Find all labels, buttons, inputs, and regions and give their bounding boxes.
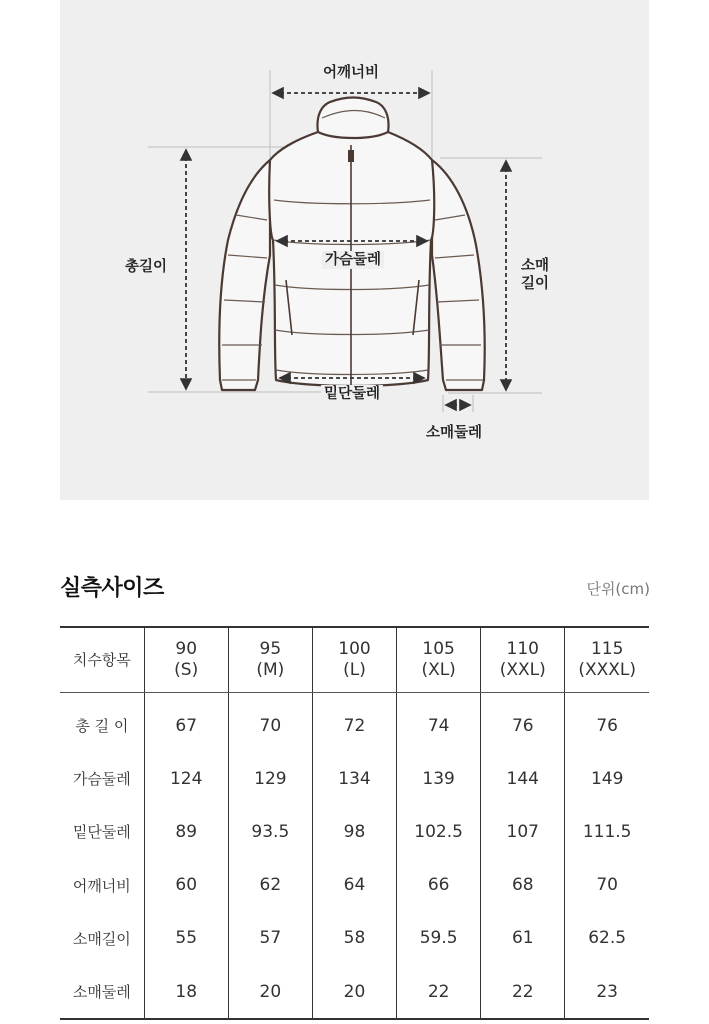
table-row-hem <box>60 805 649 858</box>
table-cell: 89 <box>144 805 228 858</box>
table-row-chest <box>60 752 649 805</box>
header-size-100 <box>312 627 396 693</box>
table-cell: 129 <box>228 752 312 805</box>
table-row-sleeve-length <box>60 912 649 965</box>
table-cell: 70 <box>565 859 649 912</box>
table-cell: 67 <box>144 693 228 753</box>
table-header-row <box>60 627 649 693</box>
row-label: 가슴둘레 <box>72 770 131 789</box>
jacket-measurement-diagram <box>60 0 649 500</box>
table-row-cuff <box>60 965 649 1019</box>
row-label: 총 길 이 <box>75 717 129 736</box>
table-cell: 64 <box>312 859 396 912</box>
table-cell: 62 <box>228 859 312 912</box>
shoulder-width-label: 어깨너비 <box>320 64 382 82</box>
table-cell: 18 <box>144 965 228 1019</box>
row-label: 소매길이 <box>72 929 131 948</box>
header-size-110 <box>481 627 565 693</box>
sleeve-length-label-line1: 소매 <box>521 258 550 274</box>
table-cell: 22 <box>397 965 481 1019</box>
table-cell: 74 <box>397 693 481 753</box>
size-number: 100 <box>338 639 371 659</box>
total-length-label: 총길이 <box>122 258 170 276</box>
table-cell: 134 <box>312 752 396 805</box>
table-cell: 68 <box>481 859 565 912</box>
size-letter: (XXL) <box>499 660 546 680</box>
size-number: 115 <box>590 639 624 659</box>
size-letter: (L) <box>343 660 366 680</box>
table-cell: 66 <box>397 859 481 912</box>
size-table <box>60 626 649 1020</box>
table-cell: 23 <box>565 965 649 1019</box>
table-cell: 20 <box>312 965 396 1019</box>
cuff-label: 소매둘레 <box>426 425 483 441</box>
row-label: 밑단둘레 <box>72 823 131 842</box>
table-cell: 102.5 <box>397 805 481 858</box>
size-letter: (S) <box>174 660 199 680</box>
header-size-115 <box>565 627 649 693</box>
table-cell: 107 <box>481 805 565 858</box>
size-number: 95 <box>259 639 282 659</box>
size-letter: (XXXL) <box>578 660 637 680</box>
section-title: 실측사이즈 <box>60 576 164 601</box>
table-cell: 22 <box>481 965 565 1019</box>
size-letter: (XL) <box>421 660 456 680</box>
table-cell: 76 <box>481 693 565 753</box>
header-size-105 <box>397 627 481 693</box>
table-row-shoulder <box>60 859 649 912</box>
table-cell: 98 <box>312 805 396 858</box>
header-size-95 <box>228 627 312 693</box>
unit-label: 단위(cm) <box>586 580 650 598</box>
hem-label: 밑단둘레 <box>321 385 383 403</box>
table-cell: 58 <box>312 912 396 965</box>
table-cell: 149 <box>565 752 649 805</box>
table-cell: 61 <box>481 912 565 965</box>
size-number: 110 <box>506 639 539 659</box>
header-item-label: 치수항목 <box>60 627 144 693</box>
table-cell: 70 <box>228 693 312 753</box>
table-cell: 62.5 <box>565 912 649 965</box>
table-cell: 93.5 <box>228 805 312 858</box>
table-cell: 59.5 <box>397 912 481 965</box>
size-letter: (M) <box>256 660 285 680</box>
table-cell: 124 <box>144 752 228 805</box>
header-size-90 <box>144 627 228 693</box>
table-cell: 57 <box>228 912 312 965</box>
table-cell: 60 <box>144 859 228 912</box>
row-label: 소매둘레 <box>72 983 131 1002</box>
row-label: 어깨너비 <box>72 876 131 895</box>
table-cell: 20 <box>228 965 312 1019</box>
size-number: 90 <box>175 639 198 659</box>
table-cell: 139 <box>397 752 481 805</box>
table-cell: 55 <box>144 912 228 965</box>
sleeve-length-label-line2: 길이 <box>521 276 550 292</box>
table-cell: 144 <box>481 752 565 805</box>
table-cell: 111.5 <box>565 805 649 858</box>
table-cell: 76 <box>565 693 649 753</box>
table-row-total-length <box>60 693 649 753</box>
table-cell: 72 <box>312 693 396 753</box>
chest-label: 가슴둘레 <box>322 251 384 269</box>
size-number: 105 <box>422 639 455 659</box>
